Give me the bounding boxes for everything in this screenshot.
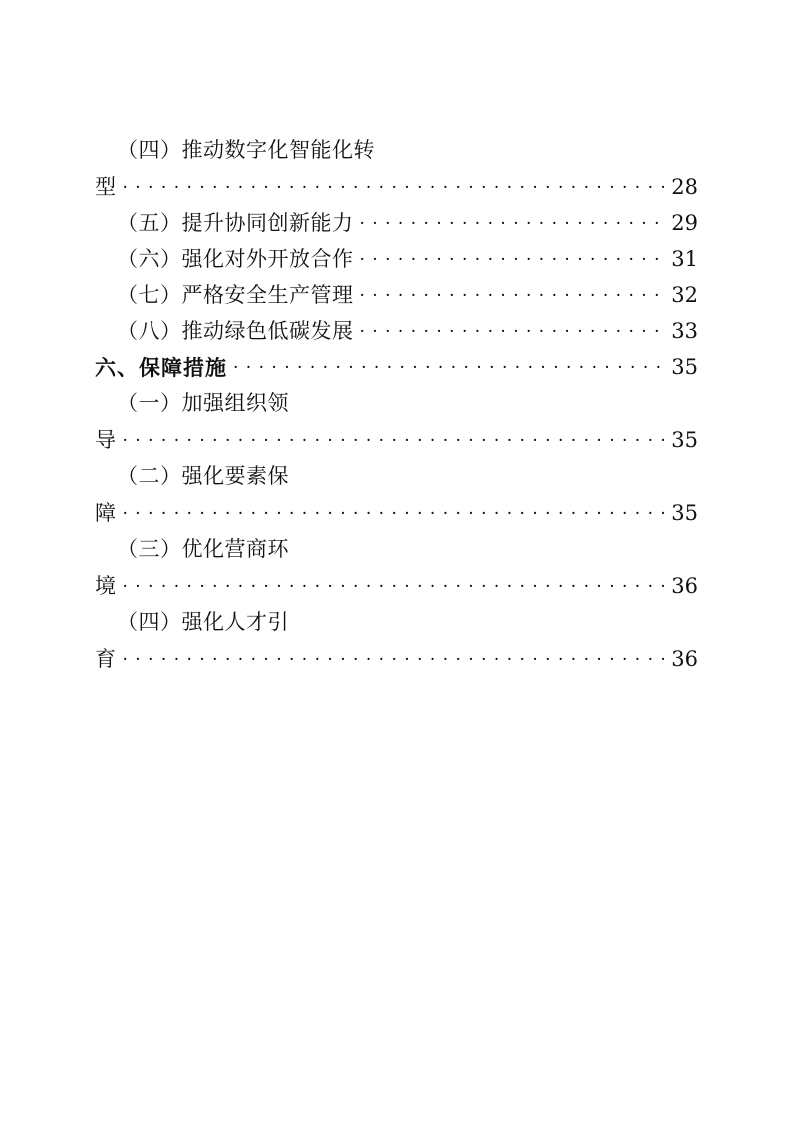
dot-leader (360, 253, 668, 265)
dot-leader (360, 289, 668, 301)
toc-entry-line[interactable] (95, 430, 698, 451)
toc-entry-label: （六）强化对外开放合作 (117, 247, 354, 271)
toc-page-number: 33 (671, 319, 698, 343)
toc-entry-line[interactable] (95, 213, 698, 234)
toc-entry-label-continued: 育 (95, 647, 117, 671)
toc-entry-line[interactable] (95, 285, 698, 306)
toc-entry-label-continued: 障 (95, 501, 117, 525)
toc-entry-line[interactable] (95, 539, 698, 560)
toc-page-number: 31 (671, 247, 698, 271)
toc-entry-line[interactable] (95, 393, 698, 414)
toc-page-number: 36 (671, 574, 698, 598)
dot-leader (360, 325, 668, 337)
toc-entry-label: 六、保障措施 (95, 355, 227, 380)
toc-page-number: 32 (671, 283, 698, 307)
dot-leader (123, 580, 668, 592)
toc-entry-label: （二）强化要素保 (117, 464, 289, 488)
dot-leader (123, 653, 668, 665)
toc-page-number: 35 (671, 355, 698, 379)
toc-entry-label: （三）优化营商环 (117, 537, 289, 561)
toc-entry-label: （八）推动绿色低碳发展 (117, 319, 354, 343)
toc-page-number: 28 (671, 175, 698, 199)
dot-leader (233, 361, 667, 373)
toc-entry-line[interactable] (95, 140, 698, 161)
toc-entry-label: （五）提升协同创新能力 (117, 211, 354, 235)
toc-entry-line[interactable] (95, 649, 698, 670)
toc-entry-line[interactable] (95, 576, 698, 597)
toc-page-number: 29 (671, 211, 698, 235)
toc-entry-label-continued: 境 (95, 574, 117, 598)
toc-entry-label: （一）加强组织领 (117, 391, 289, 415)
toc-entry-line[interactable] (95, 357, 698, 378)
toc-entry-line[interactable] (95, 321, 698, 342)
dot-leader (123, 507, 668, 519)
toc-page-number: 35 (671, 428, 698, 452)
toc-entry-line[interactable] (95, 466, 698, 487)
dot-leader (360, 217, 668, 229)
toc-page-number: 35 (671, 501, 698, 525)
toc-entry-label-continued: 型 (95, 175, 117, 199)
toc-page-number: 36 (671, 647, 698, 671)
toc-entry-line[interactable] (95, 612, 698, 633)
toc-entry-line[interactable] (95, 503, 698, 524)
dot-leader (123, 181, 668, 193)
toc-entry-label: （七）严格安全生产管理 (117, 283, 354, 307)
toc-entry-label: （四）推动数字化智能化转 (117, 138, 375, 162)
table-of-contents (95, 140, 698, 670)
toc-entry-label: （四）强化人才引 (117, 610, 289, 634)
toc-entry-line[interactable] (95, 249, 698, 270)
dot-leader (123, 434, 668, 446)
toc-entry-label-continued: 导 (95, 428, 117, 452)
toc-entry-line[interactable] (95, 177, 698, 198)
